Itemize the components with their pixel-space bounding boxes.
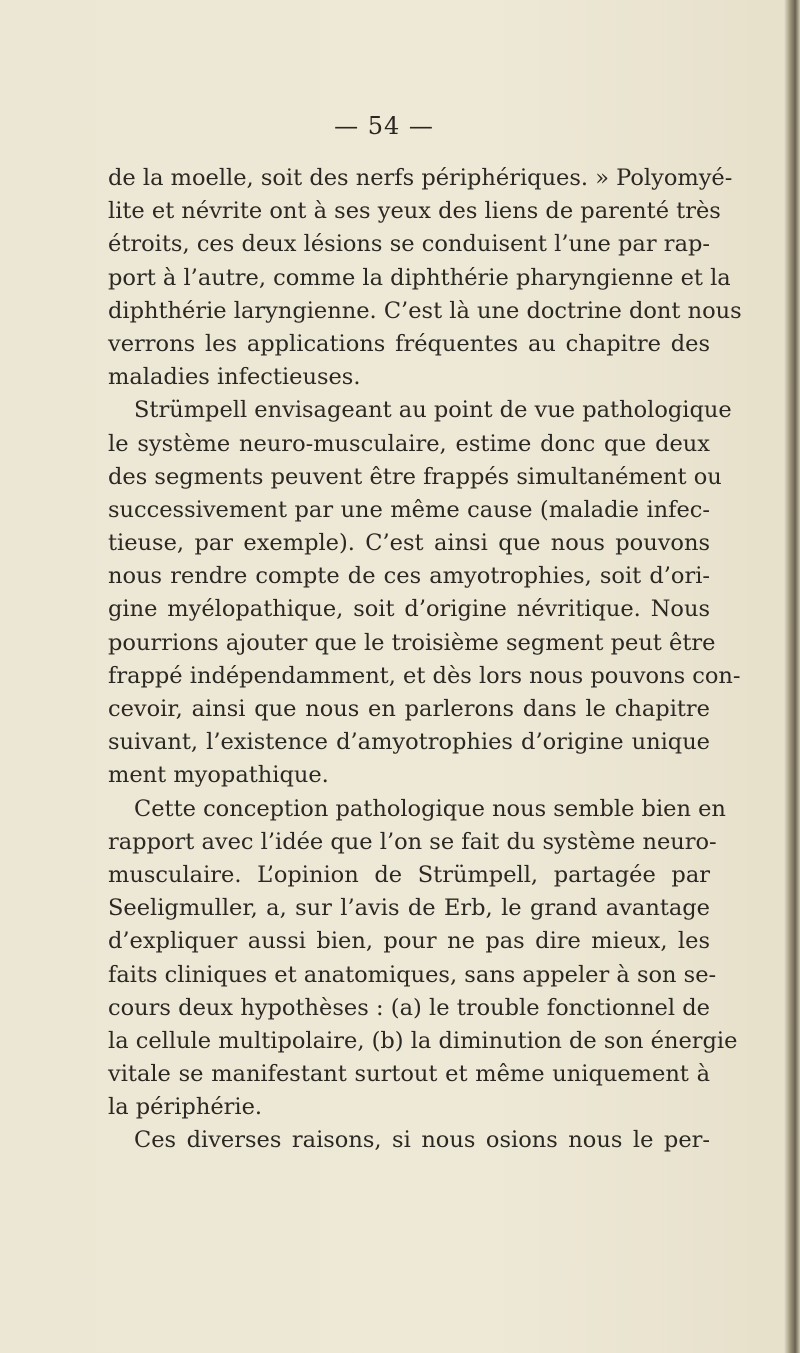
body-text — [108, 162, 742, 1158]
text-line: verrons les applications fréquentes au chapitre des — [108, 330, 710, 357]
text-line: vitale se manifestant surtout et même uniquement à — [108, 1061, 710, 1088]
text-line: rapport avec l’idée que l’on se fait du système neuro- — [108, 828, 717, 855]
text-line: lite et névrite ont à ses yeux des liens de parenté très — [108, 198, 721, 225]
text-line: nous rendre compte de ces amyotrophies, soit d’ori- — [108, 563, 710, 590]
text-line: gine myélopathique, soit d’origine névritique. Nous — [108, 596, 710, 623]
text-line: Strümpell envisageant au point de vue pathologique — [134, 397, 732, 424]
text-line: Seeligmuller, a, sur l’avis de Erb, le grand avantage — [108, 895, 710, 922]
text-line: des segments peuvent être frappés simultanément ou — [108, 463, 722, 490]
text-line: frappé indépendamment, et dès lors nous pouvons con- — [108, 662, 741, 689]
text-line: cours deux hypothèses : (a) le trouble fonctionnel de — [108, 994, 710, 1021]
text-line: tieuse, par exemple). C’est ainsi que nous pouvons — [108, 530, 710, 557]
text-line: faits cliniques et anatomiques, sans appeler à son se- — [108, 961, 717, 988]
page-edge-shadow — [784, 0, 800, 1353]
text-line: suivant, l’existence d’amyotrophies d’origine unique — [108, 729, 710, 756]
text-line: pourrions ajouter que le troisième segment peut être — [108, 629, 716, 656]
text-line: de la moelle, soit des nerfs périphériques. » Polyomyé- — [108, 165, 733, 191]
text-line: maladies infectieuses. — [108, 364, 361, 391]
text-line: étroits, ces deux lésions se conduisent l’une par rap- — [108, 231, 710, 258]
text-line: la périphérie. — [108, 1094, 263, 1121]
text-line: musculaire. L’opinion de Strümpell, partagée par — [108, 861, 710, 888]
text-line: diphthérie laryngienne. C’est là une doctrine dont nous — [108, 297, 742, 324]
text-line: le système neuro-musculaire, estime donc que deux — [108, 430, 710, 457]
text-line: ment myopathique. — [108, 762, 329, 789]
text-line: cevoir, ainsi que nous en parlerons dans le chapitre — [108, 696, 710, 722]
page-number: — 54 — — [334, 112, 434, 140]
text-line: port à l’autre, comme la diphthérie pharyngienne et la — [108, 264, 731, 291]
text-line: d’expliquer aussi bien, pour ne pas dire mieux, les — [108, 928, 710, 955]
text-line: Ces diverses raisons, si nous osions nous le per- — [134, 1127, 710, 1154]
text-line: successivement par une même cause (maladie infec- — [108, 496, 710, 523]
text-line: Cette conception pathologique nous semble bien en — [134, 795, 726, 822]
text-line: la cellule multipolaire, (b) la diminution de son énergie — [108, 1027, 738, 1054]
